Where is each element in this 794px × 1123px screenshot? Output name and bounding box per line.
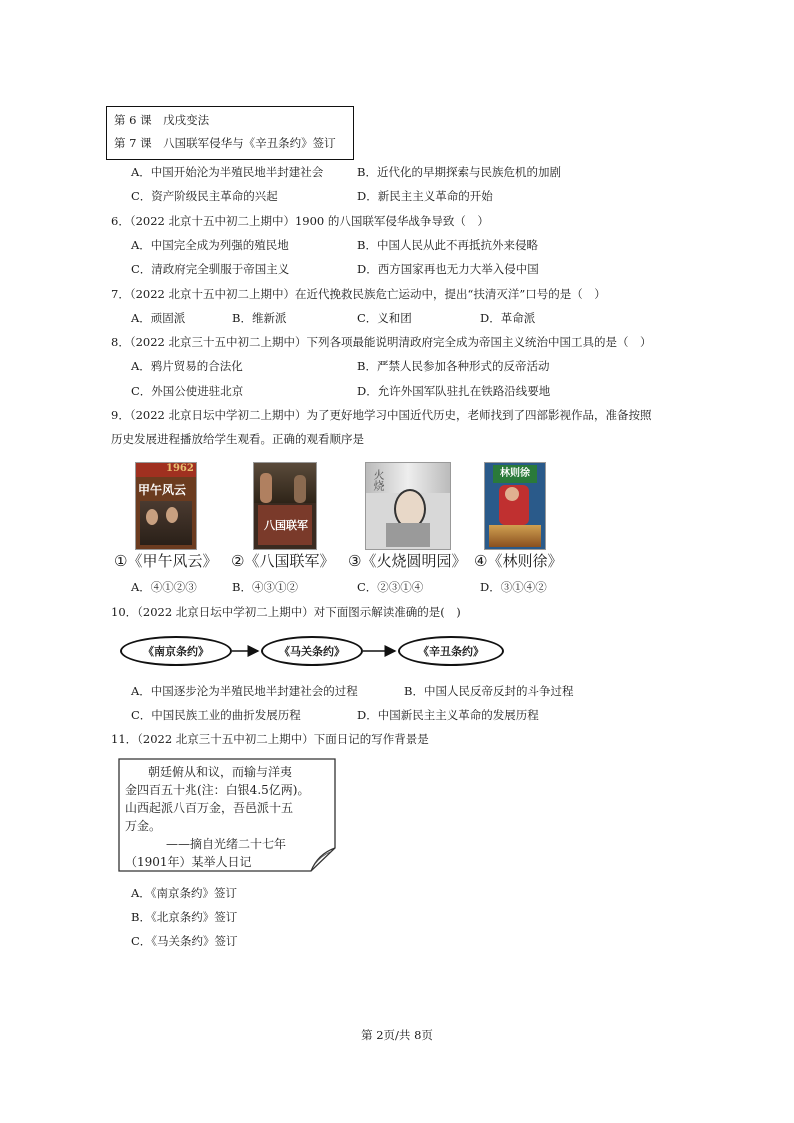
caption-baguo: ②《八国联军》 bbox=[231, 552, 335, 570]
oval-nanjing-treaty: 《南京条约》 bbox=[120, 636, 232, 666]
q10-option-c[interactable]: C．中国民族工业的曲折发展历程 bbox=[131, 708, 301, 722]
diary-line-6: （1901年）某举人日记 bbox=[125, 855, 252, 869]
q8-option-c[interactable]: C．外国公使进驻北京 bbox=[131, 384, 244, 398]
q9-option-c[interactable]: C．②③①④ bbox=[357, 580, 424, 594]
poster-huoshao-title: 火烧 bbox=[372, 469, 385, 491]
lesson-line-2: 第 7 课 八国联军侵华与《辛丑条约》签订 bbox=[114, 136, 336, 150]
q8-option-b[interactable]: B．严禁人民参加各种形式的反帝活动 bbox=[357, 359, 550, 373]
diary-line-4: 万金。 bbox=[125, 819, 162, 833]
q5-option-a[interactable]: A．中国开始沦为半殖民地半封建社会 bbox=[131, 165, 324, 179]
q11-option-c[interactable]: C．《马关条约》签订 bbox=[131, 934, 238, 948]
caption-linzexu: ④《林则徐》 bbox=[474, 552, 563, 570]
q5-option-d[interactable]: D．新民主主义革命的开始 bbox=[357, 189, 493, 203]
poster-linzexu-title: 林则徐 bbox=[493, 465, 537, 483]
q5-option-b[interactable]: B．近代化的早期探索与民族危机的加剧 bbox=[357, 165, 561, 179]
diary-note bbox=[118, 758, 336, 872]
q6-option-d[interactable]: D．西方国家再也无力大举入侵中国 bbox=[357, 262, 539, 276]
q9-option-b[interactable]: B．④③①② bbox=[232, 580, 298, 594]
q10-option-b[interactable]: B．中国人民反帝反封的斗争过程 bbox=[404, 684, 574, 698]
poster-baguo-title: 八国联军 bbox=[264, 519, 308, 532]
q6-stem: 6．（2022 北京十五中初二上期中）1900 的八国联军侵华战争导致（ ） bbox=[111, 214, 489, 228]
q6-option-a[interactable]: A．中国完全成为列强的殖民地 bbox=[131, 238, 289, 252]
q9-option-a[interactable]: A．④①②③ bbox=[131, 580, 197, 594]
q9-stem-line-2: 历史发展进程播放给学生观看。正确的观看顺序是 bbox=[111, 432, 364, 446]
q10-stem: 10．（2022 北京日坛中学初二上期中）对下面图示解读准确的是( ) bbox=[111, 605, 461, 619]
q11-stem: 11．（2022 北京三十五中初二上期中）下面日记的写作背景是 bbox=[111, 732, 429, 746]
diary-line-1: 朝廷俯从和议，而输与洋夷 bbox=[148, 765, 293, 779]
diary-line-5: ——摘自光绪二十七年 bbox=[166, 837, 287, 851]
poster-jiawu-title: 甲午风云 bbox=[138, 483, 187, 497]
q8-stem: 8．（2022 北京三十五中初二上期中）下列各项最能说明清政府完全成为帝国主义统治中国工具的是（ ） bbox=[111, 335, 652, 349]
q7-option-b[interactable]: B．维新派 bbox=[232, 311, 287, 325]
q9-option-d[interactable]: D．③①④② bbox=[480, 580, 547, 594]
q6-option-b[interactable]: B．中国人民从此不再抵抗外来侵略 bbox=[357, 238, 538, 252]
poster-jiawu-year: 1962 bbox=[166, 463, 194, 474]
q10-option-a[interactable]: A．中国逐步沦为半殖民地半封建社会的过程 bbox=[131, 684, 358, 698]
q11-option-b[interactable]: B．《北京条约》签订 bbox=[131, 910, 238, 924]
q7-option-a[interactable]: A．顽固派 bbox=[131, 311, 186, 325]
q11-option-a[interactable]: A．《南京条约》签订 bbox=[131, 886, 238, 900]
oval-maguan-treaty: 《马关条约》 bbox=[261, 636, 363, 666]
q5-option-c[interactable]: C．资产阶级民主革命的兴起 bbox=[131, 189, 278, 203]
diary-line-2: 金四百五十兆(注：白银4.5亿两)。 bbox=[125, 783, 310, 797]
caption-huoshao: ③《火烧圆明园》 bbox=[348, 552, 467, 570]
q6-option-c[interactable]: C．清政府完全驯服于帝国主义 bbox=[131, 262, 290, 276]
q8-option-a[interactable]: A．鸦片贸易的合法化 bbox=[131, 359, 243, 373]
caption-jiawu: ①《甲午风云》 bbox=[114, 552, 218, 570]
q8-option-d[interactable]: D．允许外国军队驻扎在铁路沿线要地 bbox=[357, 384, 551, 398]
q7-option-d[interactable]: D．革命派 bbox=[480, 311, 536, 325]
q9-stem-line-1: 9．（2022 北京日坛中学初二上期中）为了更好地学习中国近代历史，老师找到了四部影视作品，准备按照 bbox=[111, 408, 652, 422]
oval-xinchou-treaty: 《辛丑条约》 bbox=[398, 636, 504, 666]
diary-line-3: 山西起派八百万金，吾邑派十五 bbox=[125, 801, 294, 815]
page-footer: 第 2页/共 8页 bbox=[361, 1028, 433, 1042]
q7-stem: 7．（2022 北京十五中初二上期中）在近代挽救民族危亡运动中，提出“扶清灭洋”口号的是（ ） bbox=[111, 287, 606, 301]
lesson-line-1: 第 6 课 戊戌变法 bbox=[114, 113, 210, 127]
q7-option-c[interactable]: C．义和团 bbox=[357, 311, 412, 325]
q10-option-d[interactable]: D．中国新民主主义革命的发展历程 bbox=[357, 708, 539, 722]
